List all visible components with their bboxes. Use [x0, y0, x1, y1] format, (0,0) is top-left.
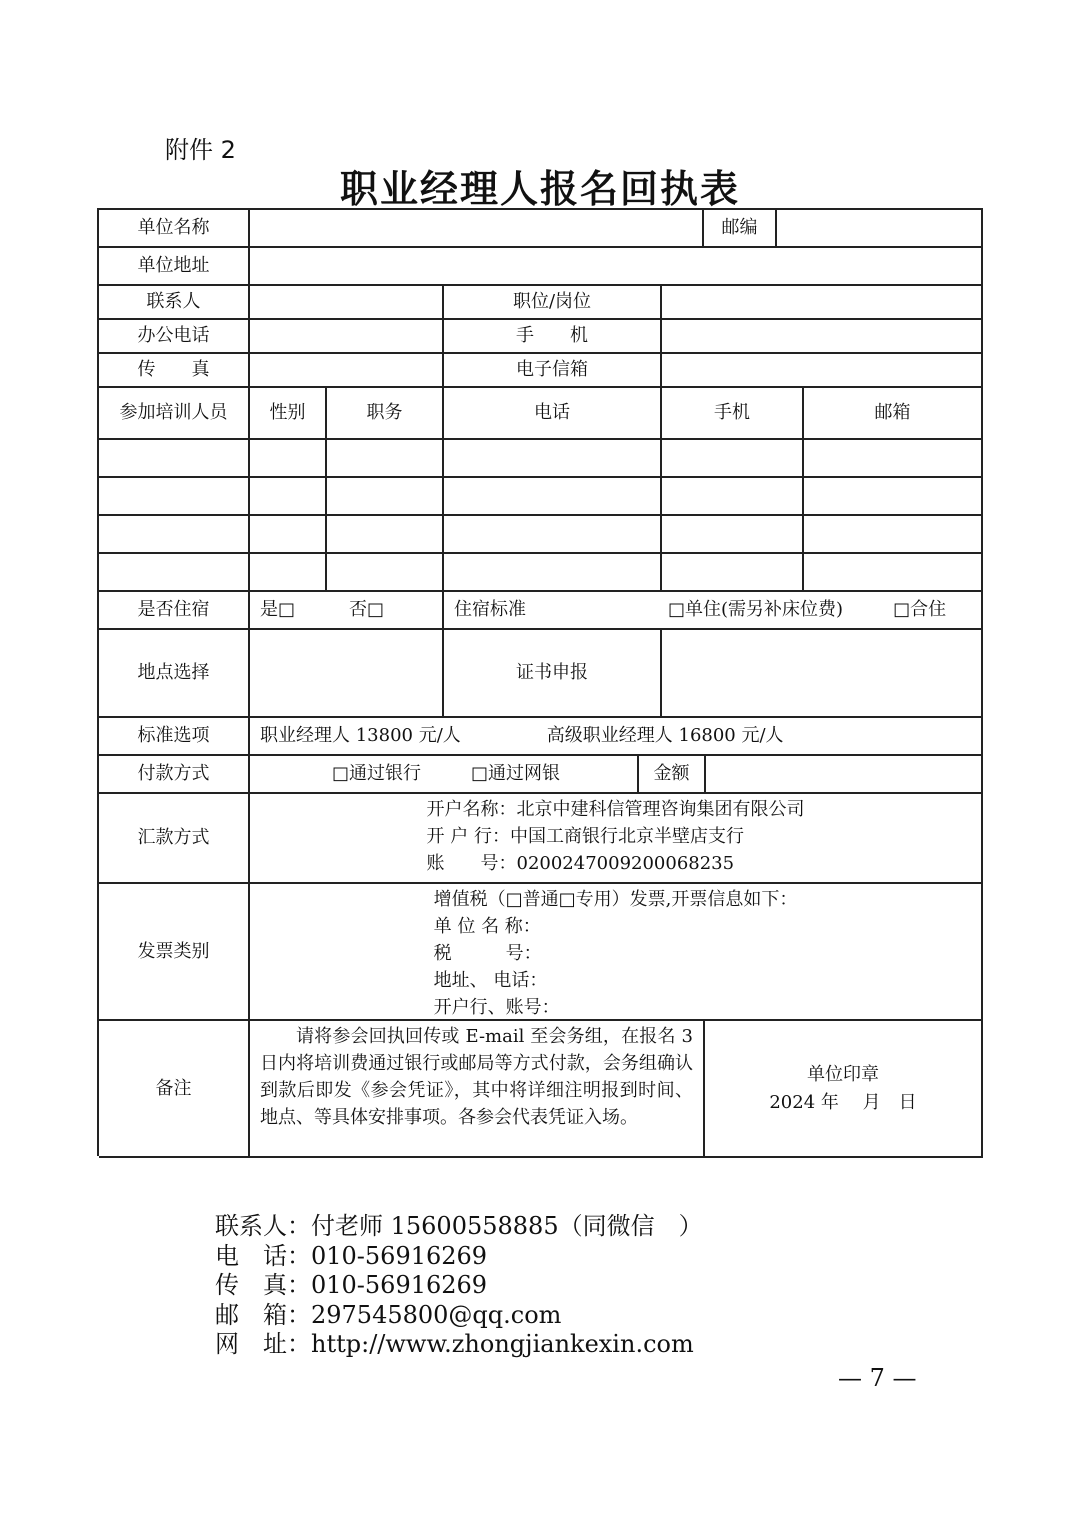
- participants-header-duty: 职务: [327, 388, 444, 440]
- seal-area: [705, 1021, 983, 1158]
- remark-text: 请将参会回执回传或 E-mail 至会务组，在报名 3 日内将培训费通过银行或邮局等方式付款，会务组确认到款后即发《参会凭证》，其中将详细注明报到时间、地点、等具体安排事项。各参会代表凭证入场。: [260, 1026, 693, 1128]
- contact-email: 邮 箱：297545800@qq.com: [215, 1300, 562, 1329]
- participant-cell[interactable]: [327, 554, 444, 592]
- payment-bank-checkbox[interactable]: □通过银行: [332, 763, 422, 785]
- remit-info: [250, 794, 983, 884]
- lodging-no-checkbox[interactable]: 否□: [349, 599, 385, 621]
- participant-cell[interactable]: [250, 516, 327, 554]
- remit-label: 汇款方式: [99, 794, 250, 884]
- contact-info: [215, 1212, 703, 1360]
- lodging-standard-label: 住宿标准: [454, 599, 526, 621]
- participant-cell[interactable]: [99, 440, 250, 478]
- participant-cell[interactable]: [99, 478, 250, 516]
- position-field[interactable]: [662, 286, 983, 320]
- payment-online-checkbox[interactable]: □通过网银: [471, 763, 561, 785]
- seal-date: 2024 年 月 日: [769, 1091, 917, 1113]
- participant-cell[interactable]: [662, 554, 804, 592]
- participants-header-email: 邮箱: [804, 388, 983, 440]
- lodging-single-checkbox[interactable]: □单住(需另补床位费): [668, 599, 844, 621]
- participant-cell[interactable]: [804, 440, 983, 478]
- contact-website: 网 址：http://www.zhongjiankexin.com: [215, 1330, 694, 1358]
- remit-bank: 开 户 行：中国工商银行北京半壁店支行: [426, 826, 744, 847]
- remit-account-number: 账 号：0200247009200068235: [426, 853, 735, 874]
- lodging-choice: [250, 592, 444, 630]
- invoice-unit-name-line: 单 位 名 称：: [433, 916, 541, 937]
- contact-fax: 传 真：010-56916269: [215, 1271, 488, 1299]
- participant-cell[interactable]: [327, 478, 444, 516]
- participant-cell[interactable]: [250, 554, 327, 592]
- standard-label: 标准选项: [99, 718, 250, 756]
- participant-cell[interactable]: [327, 440, 444, 478]
- lodging-label: 是否住宿: [99, 592, 250, 630]
- participant-cell[interactable]: [444, 554, 662, 592]
- invoice-address-phone-line: 地址、 电话：: [433, 970, 548, 991]
- seal-label: 单位印章: [806, 1063, 879, 1085]
- participant-cell[interactable]: [444, 516, 662, 554]
- participant-cell[interactable]: [250, 440, 327, 478]
- participant-cell[interactable]: [99, 516, 250, 554]
- amount-field[interactable]: [706, 756, 983, 794]
- certificate-field[interactable]: [662, 630, 983, 718]
- standard-options: [250, 718, 983, 756]
- participants-header-gender: 性别: [250, 388, 327, 440]
- participant-cell[interactable]: [804, 478, 983, 516]
- postcode-field[interactable]: [777, 210, 983, 248]
- payment-label: 付款方式: [99, 756, 250, 794]
- remit-account-name: 开户名称：北京中建科信管理咨询集团有限公司: [426, 799, 805, 820]
- fax-label: 传 真: [99, 354, 250, 388]
- mobile-field[interactable]: [662, 320, 983, 354]
- participant-cell[interactable]: [250, 478, 327, 516]
- participants-header-mobile: 手机: [662, 388, 804, 440]
- contact-field[interactable]: [250, 286, 444, 320]
- standard-option-manager[interactable]: 职业经理人 13800 元/人: [260, 725, 461, 747]
- invoice-type-line: 增值税（□普通□专用）发票,开票信息如下：: [433, 889, 798, 910]
- participant-cell[interactable]: [804, 516, 983, 554]
- unit-name-field[interactable]: [250, 210, 704, 248]
- office-phone-field[interactable]: [250, 320, 444, 354]
- postcode-label: 邮编: [704, 210, 777, 248]
- unit-address-label: 单位地址: [99, 248, 250, 286]
- certificate-label: 证书申报: [444, 630, 662, 718]
- form-title: 职业经理人报名回执表: [339, 166, 740, 211]
- participant-cell[interactable]: [662, 516, 804, 554]
- mobile-label: 手 机: [444, 320, 662, 354]
- page-number: — 7 —: [838, 1364, 917, 1392]
- location-label: 地点选择: [99, 630, 250, 718]
- participant-cell[interactable]: [99, 554, 250, 592]
- email-label: 电子信箱: [444, 354, 662, 388]
- fax-field[interactable]: [250, 354, 444, 388]
- standard-option-senior-manager[interactable]: 高级职业经理人 16800 元/人: [546, 725, 784, 747]
- registration-form-table: [97, 208, 983, 1156]
- lodging-standard: [444, 592, 983, 630]
- participant-cell[interactable]: [804, 554, 983, 592]
- participant-cell[interactable]: [662, 478, 804, 516]
- participants-header-phone: 电话: [444, 388, 662, 440]
- participant-cell[interactable]: [327, 516, 444, 554]
- position-label: 职位/岗位: [444, 286, 662, 320]
- attachment-label: 附件 2: [165, 136, 236, 164]
- payment-options: [250, 756, 639, 794]
- participant-cell[interactable]: [444, 440, 662, 478]
- email-field[interactable]: [662, 354, 983, 388]
- participants-header-person: 参加培训人员: [99, 388, 250, 440]
- participant-cell[interactable]: [444, 478, 662, 516]
- contact-phone: 电 话：010-56916269: [215, 1241, 488, 1270]
- contact-label: 联系人: [99, 286, 250, 320]
- participant-cell[interactable]: [662, 440, 804, 478]
- invoice-bank-account-line: 开户行、账号：: [433, 997, 560, 1018]
- lodging-yes-checkbox[interactable]: 是□: [260, 599, 296, 621]
- lodging-shared-checkbox[interactable]: □合住: [893, 599, 947, 621]
- unit-name-label: 单位名称: [99, 210, 250, 248]
- office-phone-label: 办公电话: [99, 320, 250, 354]
- invoice-tax-number-line: 税 号：: [433, 943, 542, 964]
- remark-label: 备注: [99, 1021, 250, 1158]
- invoice-info: [250, 884, 983, 1021]
- contact-person: 联系人：付老师 15600558885（同微信 ）: [215, 1212, 703, 1240]
- unit-address-field[interactable]: [250, 248, 983, 286]
- location-field[interactable]: [250, 630, 444, 718]
- invoice-label: 发票类别: [99, 884, 250, 1021]
- remark-content: [250, 1021, 705, 1158]
- amount-label: 金额: [639, 756, 706, 794]
